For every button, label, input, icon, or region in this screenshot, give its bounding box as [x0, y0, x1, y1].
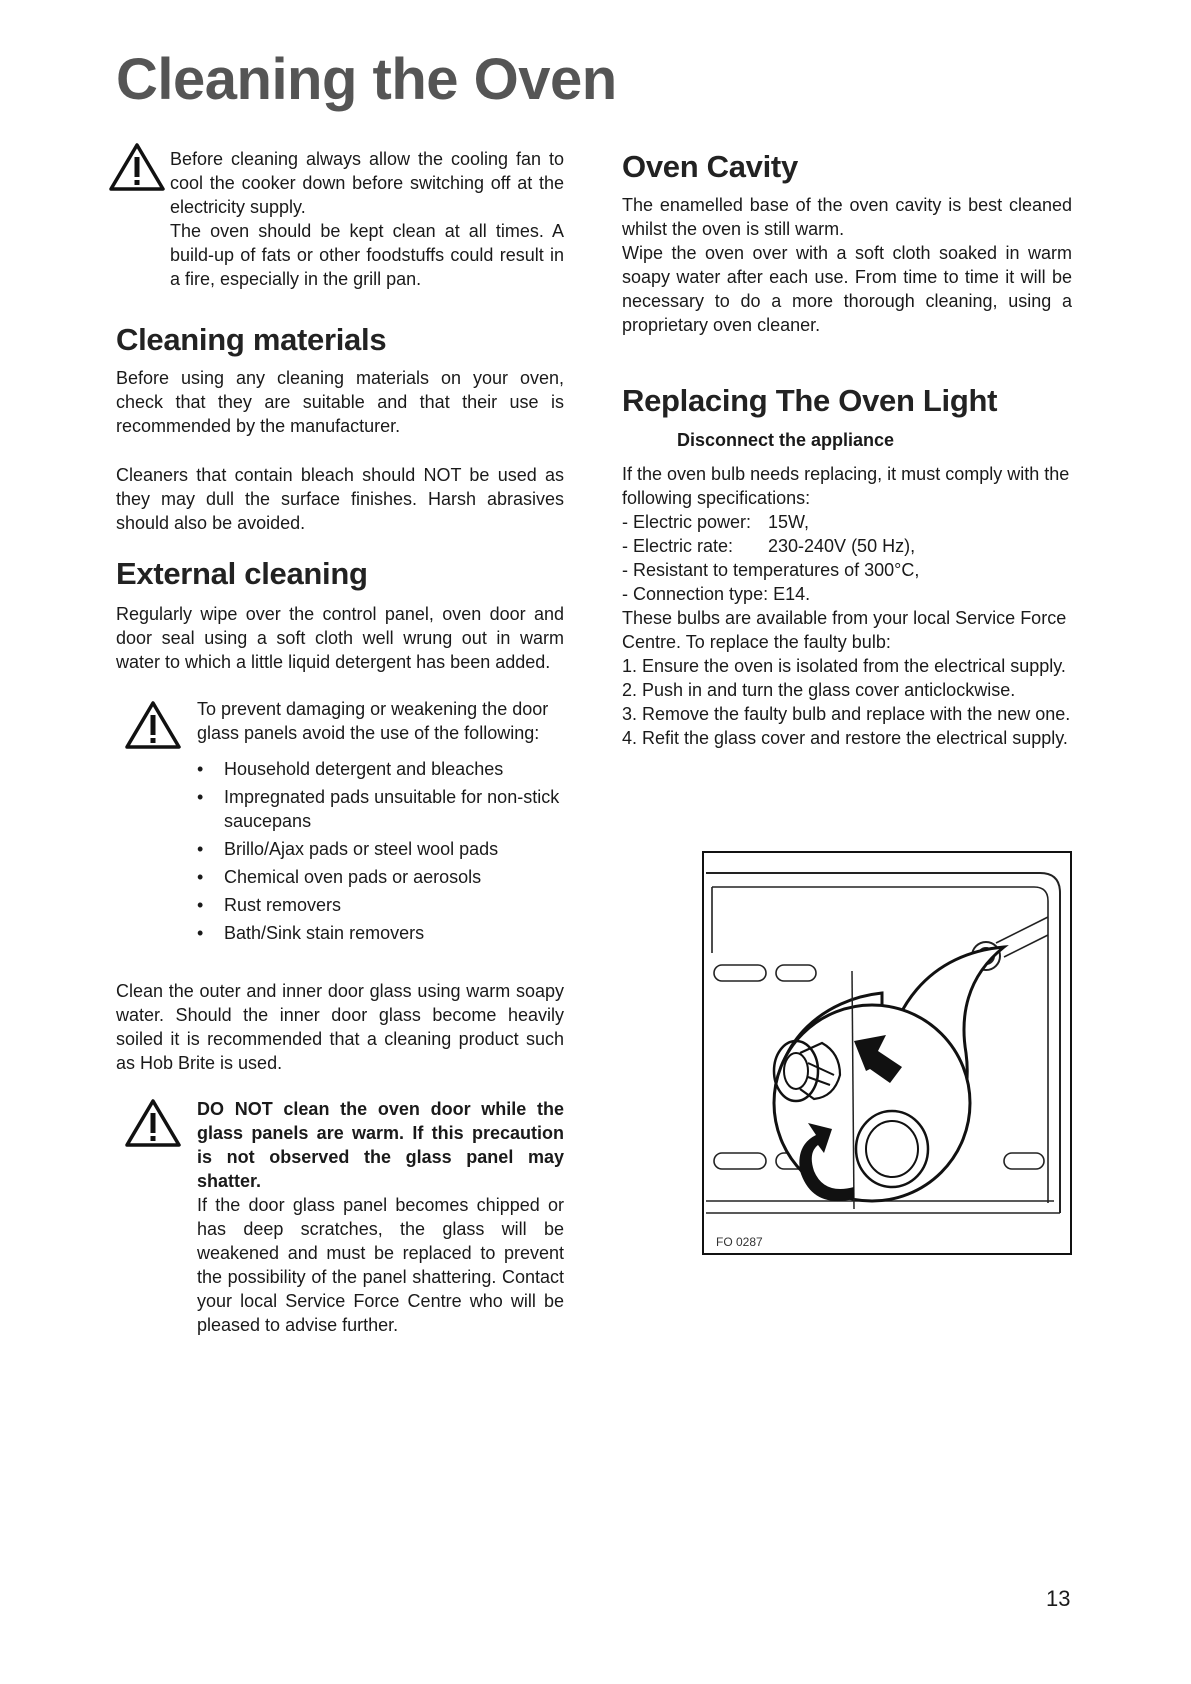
- page-title: Cleaning the Oven: [116, 47, 617, 112]
- list-item: • Household detergent and bleaches: [197, 759, 504, 779]
- bullet-symbol: •: [197, 839, 204, 859]
- spec-line: - Electric power: 15W,: [622, 512, 810, 532]
- oven-light-heading: Replacing The Oven Light: [622, 383, 998, 418]
- avoid-list: [197, 757, 567, 949]
- door-warning-bold: DO NOT clean the oven door while the glass panels are warm. If this precaution is not observed the glass panel may shatter.: [197, 1099, 564, 1191]
- external-cleaning-heading: External cleaning: [116, 556, 368, 591]
- glass-cleaning-para: Clean the outer and inner door glass using warm soapy water. Should the inner door glass become heavily soiled it is recommended that a cleaning product such as Hob Brite is used.: [116, 981, 564, 1073]
- step-item: 3. Remove the faulty bulb and replace with the new one.: [622, 704, 1071, 724]
- warning-triangle-icon: [124, 700, 182, 750]
- warning-clean-text: The oven should be kept clean at all times. A build-up of fats or other foodstuffs could result in a fire, especially in the grill pan.: [170, 221, 564, 289]
- external-cleaning-para1: Regularly wipe over the control panel, oven door and door seal using a soft cloth well wrung out in warm water to which a little liquid detergent has been added.: [116, 604, 564, 672]
- warning-triangle-icon: [124, 1098, 182, 1148]
- spec-line: - Electric rate: 230-240V (50 Hz),: [622, 536, 916, 556]
- bullet-symbol: •: [197, 923, 204, 943]
- bullet-symbol: •: [197, 895, 204, 915]
- oven-cavity-para1: The enamelled base of the oven cavity is best cleaned whilst the oven is still warm.: [622, 195, 1072, 239]
- oven-light-figure: [702, 851, 1072, 1255]
- oven-light-body: [622, 462, 1074, 750]
- oven-cavity-heading: Oven Cavity: [622, 149, 798, 184]
- oven-cavity-para2: Wipe the oven over with a soft cloth soaked in warm soapy water after each use. From time to time it will be necessary to do a more thorough cleaning, using a proprietary oven cleaner.: [622, 243, 1072, 335]
- oven-light-intro: If the oven bulb needs replacing, it must comply with the following specifications:: [622, 464, 1070, 508]
- oven-light-illustration: [704, 853, 1070, 1253]
- step-item: 1. Ensure the oven is isolated from the electrical supply.: [622, 656, 1066, 676]
- warning-block-cooling: [170, 147, 564, 291]
- list-item: • Impregnated pads unsuitable for non-stick saucepans: [197, 787, 560, 831]
- disconnect-subheading: Disconnect the appliance: [677, 430, 895, 450]
- list-item: • Brillo/Ajax pads or steel wool pads: [197, 839, 499, 859]
- step-item: 2. Push in and turn the glass cover anticlockwise.: [622, 680, 1016, 700]
- bullet-symbol: •: [197, 787, 204, 807]
- warning-cooling-text: Before cleaning always allow the cooling fan to cool the cooker down before switching off at the electricity supply.: [170, 149, 564, 217]
- oven-cavity-body: [622, 193, 1072, 337]
- warning-triangle-icon: [108, 142, 166, 192]
- bullet-symbol: •: [197, 867, 204, 887]
- cleaning-materials-para1: Before using any cleaning materials on your oven, check that they are suitable and that their use is recommended by the manufacturer.: [116, 368, 564, 436]
- bullet-symbol: •: [197, 759, 204, 779]
- cleaning-materials-heading: Cleaning materials: [116, 322, 387, 357]
- figure-caption: FO 0287: [716, 1235, 763, 1249]
- step-item: 4. Refit the glass cover and restore the electrical supply.: [622, 728, 1068, 748]
- cleaning-materials-para2: Cleaners that contain bleach should NOT be used as they may dull the surface finishes. Harsh abrasives should also be avoided.: [116, 465, 564, 533]
- spec-line: - Resistant to temperatures of 300°C,: [622, 560, 920, 580]
- glass-warning-text: To prevent damaging or weakening the door glass panels avoid the use of the following:: [197, 699, 549, 743]
- page-number: 13: [1046, 1586, 1071, 1611]
- bulb-availability: These bulbs are available from your local Service Force Centre. To replace the faulty bulb:: [622, 608, 1067, 652]
- list-item: • Bath/Sink stain removers: [197, 923, 425, 943]
- spec-line: - Connection type: E14.: [622, 584, 811, 604]
- door-warning-text: If the door glass panel becomes chipped or has deep scratches, the glass will be weakened and must be replaced to prevent the possibility of the panel shattering. Contact your local Service Force Centre who will be pleased to advise further.: [197, 1195, 564, 1335]
- warning-block-door: [197, 1097, 564, 1337]
- list-item: • Chemical oven pads or aerosols: [197, 867, 482, 887]
- list-item: • Rust removers: [197, 895, 342, 915]
